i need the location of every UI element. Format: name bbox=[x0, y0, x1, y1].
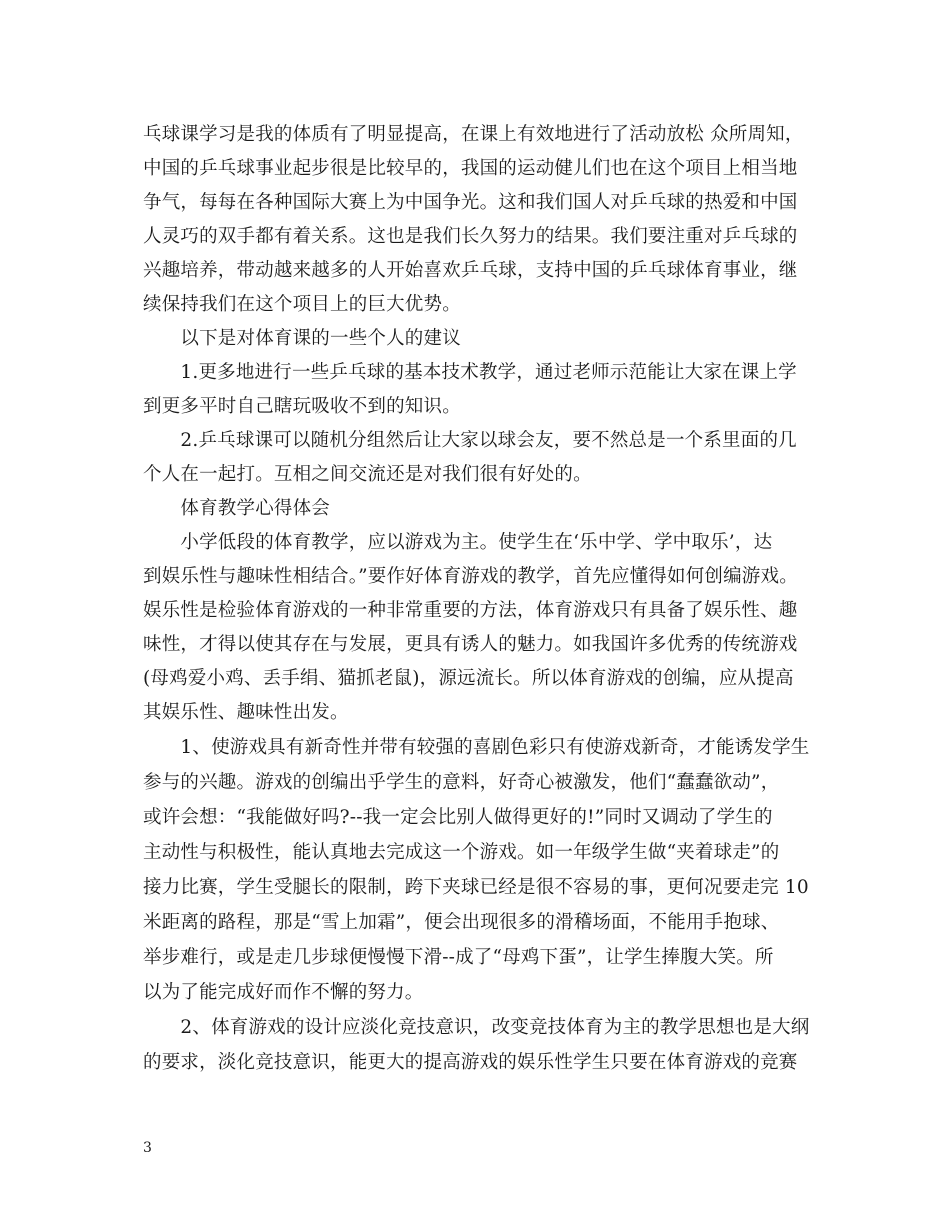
text-line: 米距离的路程，那是“雪上加霜”，便会出现很多的滑稽场面，不能用手抱球、 bbox=[143, 912, 780, 933]
text-line: 2.乒乓球课可以随机分组然后让大家以球会友，要不然总是一个系里面的几 bbox=[143, 430, 797, 451]
text-line: 参与的兴趣。游戏的创编出乎学生的意料，好奇心被激发，他们“蠢蠢欲动”， bbox=[143, 772, 780, 793]
text-line: 兴趣培养，带动越来越多的人开始喜欢乒乓球，支持中国的乒乓球体育事业，继 bbox=[143, 260, 798, 281]
text-line: 以为了能完成好而作不懈的努力。 bbox=[143, 982, 424, 1003]
text-line: 的要求，淡化竞技意识，能更大的提高游戏的娱乐性学生只要在体育游戏的竞赛 bbox=[143, 1052, 798, 1073]
text-line: 续保持我们在这个项目上的巨大优势。 bbox=[143, 294, 461, 315]
text-line: 2、体育游戏的设计应淡化竞技意识，改变竞技体育为主的教学思想也是大纲 bbox=[143, 1017, 810, 1038]
text-line: 娱乐性是检验体育游戏的一种非常重要的方法，体育游戏只有具备了娱乐性、趣 bbox=[143, 600, 798, 621]
text-line: 到更多平时自己瞎玩吸收不到的知识。 bbox=[143, 396, 461, 417]
text-line: 人灵巧的双手都有着关系。这也是我们长久努力的结果。我们要注重对乒乓球的 bbox=[143, 226, 798, 247]
text-line: 1、使游戏具有新奇性并带有较强的喜剧色彩只有使游戏新奇，才能诱发学生 bbox=[143, 737, 810, 758]
text-line: (母鸡爱小鸡、丢手绢、猫抓老鼠)，源远流长。所以体育游戏的创编，应从提高 bbox=[143, 668, 794, 689]
text-line: 小学低段的体育教学，应以游戏为主。使学生在‘乐中学、学中取乐’，达 bbox=[143, 532, 773, 553]
text-line: 乓球课学习是我的体质有了明显提高，在课上有效地进行了活动放松 众所周知， bbox=[143, 124, 804, 145]
page-number: 3 bbox=[143, 1140, 152, 1156]
text-line: 以下是对体育课的一些个人的建议 bbox=[143, 328, 461, 349]
text-line: 举步难行，或是走几步球便慢慢下滑--成了“母鸡下蛋”，让学生捧腹大笑。所 bbox=[143, 947, 774, 968]
text-line: 或许会想：“我能做好吗?--我一定会比别人做得更好的!”同时又调动了学生的 bbox=[143, 807, 773, 828]
body-text bbox=[143, 118, 815, 1080]
text-line: 主动性与积极性，能认真地去完成这一个游戏。如一年级学生做“夹着球走”的 bbox=[143, 842, 780, 863]
text-line: 接力比赛，学生受腿长的限制，跨下夹球已经是很不容易的事，更何况要走完 10 bbox=[143, 877, 809, 898]
text-line: 其娱乐性、趣味性出发。 bbox=[143, 702, 349, 723]
text-line: 1.更多地进行一些乒乓球的基本技术教学，通过老师示范能让大家在课上学 bbox=[143, 362, 797, 383]
text-line: 中国的乒乓球事业起步很是比较早的，我国的运动健儿们也在这个项目上相当地 bbox=[143, 158, 798, 179]
text-line: 味性，才得以使其存在与发展，更具有诱人的魅力。如我国许多优秀的传统游戏 bbox=[143, 634, 798, 655]
text-line: 到娱乐性与趣味性相结合。”要作好体育游戏的教学，首先应懂得如何创编游戏。 bbox=[143, 566, 798, 587]
text-line: 体育教学心得体会 bbox=[143, 498, 331, 519]
text-line: 个人在一起打。互相之间交流还是对我们很有好处的。 bbox=[143, 464, 592, 485]
text-line: 争气，每每在各种国际大赛上为中国争光。这和我们国人对乒乓球的热爱和中国 bbox=[143, 192, 798, 213]
